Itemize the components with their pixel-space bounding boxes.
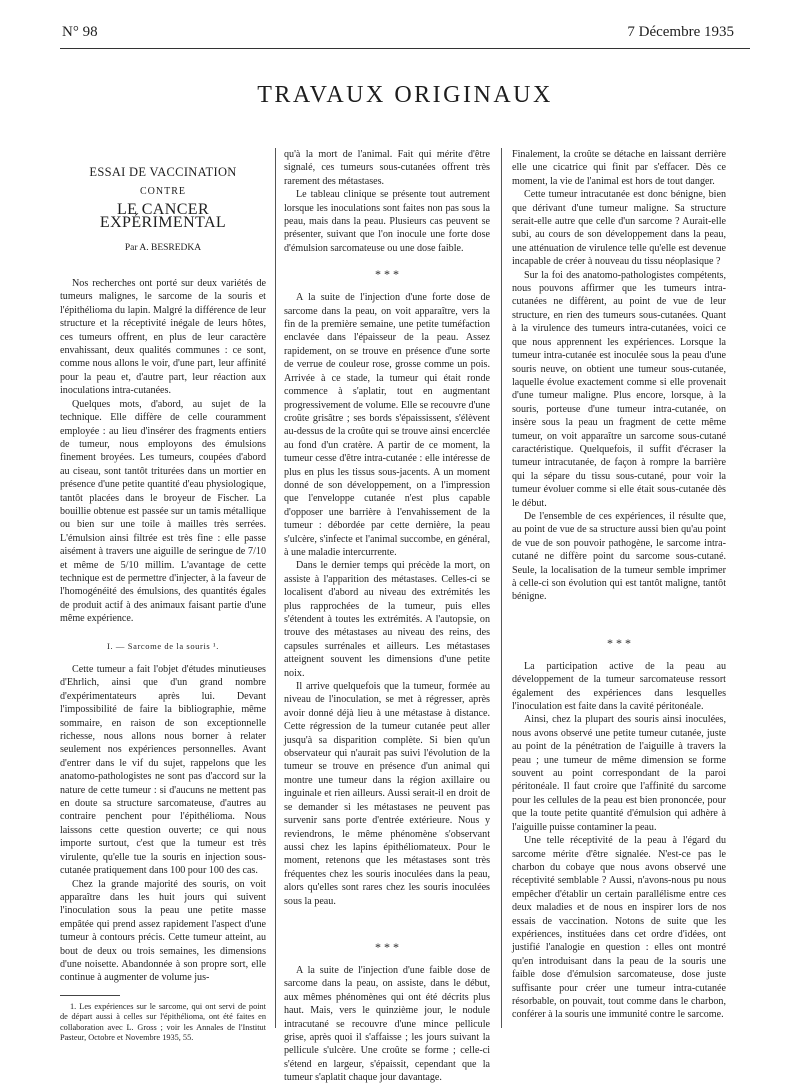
paragraph: La participation active de la peau au développement de la tumeur sarcomateuse ressort également des expériences dans lesquelles l'inoculation est faite dans la cavité péritonéale. xyxy=(512,660,726,713)
column-1 xyxy=(60,148,266,1044)
paragraph: Finalement, la croûte se détache en laissant derrière elle une cicatrice qui finit par s'effacer. Dès ce moment, la vie de l'animal est hors de tout danger. xyxy=(512,149,726,187)
paragraph: De l'ensemble de ces expériences, il résulte que, au point de vue de sa structure aussi bien qu'au point de vue de son pouvoir pathogène, le sarcome intra-cutané ne diffère point du sarcome sous-cutané. Seule, la localisation de la tumeur semble imprimer à celle-ci son évolution qui est tantôt maligne, tantôt bénigne. xyxy=(512,510,726,603)
footnote-rule xyxy=(60,995,120,996)
issue-number: N° 98 xyxy=(62,24,98,40)
paragraph: Nos recherches ont porté sur deux variétés de tumeurs malignes, le sarcome de la souris et l'épithélioma du lapin. Malgré la différence de leur structure et la réceptivité inégale de leurs hôtes, ces tumeurs offrent, en plus de leur caractère envahissant, deux qualités communes : ce sont, comme nous allons le voir, d'une part, leur affinité pour la peau et, d'autre part, leur réaction aux inoculations intra-cutanées. xyxy=(60,278,266,397)
paragraph: Le tableau clinique se présente tout autrement lorsque les inoculations sont faites non pas sous la peau, mais dans la peau. Plusieurs cas peuvent se présenter, suivant que l'on inocule une forte dose d'émulsion sarcomateuse ou une dose faible. xyxy=(284,189,490,254)
paragraph: qu'à la mort de l'animal. Fait qui mérite d'être signalé, ces tumeurs sous-cutanées offrent très rarement des métastases. xyxy=(284,149,490,187)
paragraph: Cette tumeur intracutanée est donc bénigne, bien que dérivant d'une tumeur maligne. Sa structure serait-elle autre que celle d'un sarcome ? Aurait-elle subi, au cours de son développement dans la peau, une atténuation de virulence telle qu'elle est devenue incapable de créer à nouveau du tissu néoplasique ? xyxy=(512,189,726,268)
paragraph: Quelques mots, d'abord, au sujet de la technique. Elle diffère de celle couramment employée : au lieu d'insérer des fragments entiers de tumeur, nous employons des émulsions finement broyées. Les tumeurs, coupées d'abord au ciseau, sont tantôt triturées dans un mortier en présence d'une petite quantité d'eau physiologique, tantôt placées dans le broyeur de Fischer. La bouillie obtenue est passée sur un tamis métallique ou bien sur une toile à mailles très serrées. L'émulsion ainsi filtrée est très fine : elle passe aisément à travers une aiguille de seringue de 7/10 et même de 5/10 millim. L'avantage de cette technique est de permettre d'injecter, à la faveur de l'homogénéité des émulsions, des quantités égales de produit actif à des animaux faisant partie d'une même expérience. xyxy=(60,398,266,625)
paragraph: Ainsi, chez la plupart des souris ainsi inoculées, nous avons observé une petite tumeur cutanée, juste au point de la pénétration de l'aiguille à travers la peau ; une tumeur de même dimension se forme souvent au point correspondant de la paroi péritonéale. Il faut croire que l'affinité du sarcome pour les cellules de la peau est bien prononcée, pour que la toute petite quantité d'émulsion qui adhère à l'aiguille puisse contaminer la peau. xyxy=(512,714,726,833)
article-title-contre: CONTRE xyxy=(140,186,186,198)
section-heading: I. — Sarcome de la souris ¹. xyxy=(107,640,219,651)
issue-date: 7 Décembre 1935 xyxy=(627,24,734,40)
paragraph: Sur la foi des anatomo-pathologistes compétents, nous pouvons affirmer que les tumeurs intra-cutanées ne diffèrent, au point de vue de leur structure, en rien des tumeurs sous-cutanées. Quant à la virulence des tumeurs intra-cutanées, voici ce que nous apprennent les expériences. Lorsque la tumeur intra-cutanée est inoculée sous la peau d'une souris neuve, on obtient une tumeur sous-cutanée, laquelle évolue exactement comme si elle provenait d'une tumeur maligne. Plus encore, lorsque, à la souris, porteuse d'une tumeur intra-cutanée, on insère sous la peau un fragment de cette même tumeur, on voit apparaître un sarcome sous-cutané caractéristique. Quelquefois, il suffit d'écraser la tumeur intracutanée, de façon à rompre la barrière qui la sépare du tissu sous-cutané, pour voir la tumeur évoluer comme si elle était sous-cutanée dès le début. xyxy=(512,269,726,509)
article-author: Par A. BESREDKA xyxy=(124,242,202,253)
column-divider xyxy=(275,148,276,1028)
paragraph: Une telle réceptivité de la peau à l'égard du sarcome mérite d'être signalée. N'est-ce pas le charbon du cobaye que nous avons observé une réceptivité semblable ? Aussi, n'avons-nous pu nous empêcher d'établir un certain parallélisme entre ces deux maladies et de nous en inspirer lors de nos essais de vaccination. Notons de suite que les expériences, instituées dans cet ordre d'idées, ont justifié l'analogie en question : elles ont montré qu'en introduisant dans la peau de la souris une faible dose d'émulsion sarcomateuse, dose juste suffisante pour créer une tumeur intra-cutanée résorbable, on pouvait, tout comme dans le charbon, conférer à la souris une immunité contre le sarcome. xyxy=(512,835,726,1021)
column-2 xyxy=(284,148,490,1085)
paragraph: Cette tumeur a fait l'objet d'études minutieuses d'Ehrlich, ainsi que d'un grand nombre d'expérimentateurs après lui. Devant l'impossibilité de faire la bibliographie, même sommaire, en raison de son exceptionnelle richesse, nous allons nous borner à relater seulement nos expériences personnelles. Avant d'entrer dans le vif du sujet, rappelons que les anatomo-pathologistes ne sont pas d'accord sur la nature de cette tumeur : si d'aucuns ne mettent pas en doute sa structure sarcomateuse, d'autres au contraire penchent pour l'épithélioma. Nous laissons cette question ouverte; ce qui nous importe surtout, c'est que la tumeur est très virulente, qu'elle tue la souris en injection sous-cutanée pratiquement dans 100 pour 100 des cas. xyxy=(60,664,266,877)
article-main-title: LE CANCER EXPÉRIMENTAL xyxy=(99,200,227,232)
article-title: ESSAI DE VACCINATION xyxy=(89,165,237,179)
paragraph: Il arrive quelquefois que la tumeur, formée au niveau de l'inoculation, se met à régresser, après avoir donné déjà lieu à une métastase à distance. Cette régression de la tumeur cutanée peut aller jusqu'à sa disparition complète. Si bien qu'un observateur qui n'aurait pas suivi l'évolution de la tumeur se trouve en présence d'un animal qui montre une tumeur dans la région axillaire ou inguinale et rien ailleurs. Aussi serait-il en droit de se demander si les métastases ne peuvent pas survenir sans porte d'entrée extérieure. Nous y reviendrons, le même phénomène s'observant aussi chez les lapins épithéliomateux. Pour le moment, retenons que les métastases sont très fréquentes chez les souris inoculées dans la peau, alors qu'elles sont rares chez les souris inoculées sous la peau. xyxy=(284,681,490,907)
paragraph: Dans le dernier temps qui précède la mort, on assiste à l'apparition des métastases. Celles-ci se localisent d'abord au niveau des extrémités les plus rapprochées de la tumeur, puis elles s'étendent à toutes les extrémités. A l'autopsie, on trouve des métastases au niveau des reins, des capsules surrénales et ailleurs. Les métastases atteignent souvent les dimensions d'une petite noix. xyxy=(284,560,490,679)
paragraph: Chez la grande majorité des souris, on voit apparaître dans les huit jours qui suivent l'inoculation sous la peau une petite masse empâtée qui prend assez rapidement l'aspect d'une tumeur à contours précis. Cette tumeur atteint, au bout de deux ou trois semaines, les dimensions d'une noisette. Abandonnée à son propre sort, elle continue à augmenter de volume jus- xyxy=(60,878,266,984)
header-rule xyxy=(60,48,750,49)
section-stars: * * * xyxy=(375,939,399,954)
column-divider xyxy=(501,148,502,1028)
column-3 xyxy=(512,148,726,1022)
footnote: 1. Les expériences sur le sarcome, qui ont servi de point de départ aussi à celles sur l'épithélioma, ont été faites en collaboration avec L. Gross ; voir les Annales de l'Institut Pasteur, Octobre et Novembre 1935, 55. xyxy=(60,1001,266,1043)
section-stars: * * * xyxy=(607,635,631,650)
section-title: TRAVAUX ORIGINAUX xyxy=(257,82,553,108)
paragraph: A la suite de l'injection d'une forte dose de sarcome dans la peau, on voit apparaître, vers la fin de la première semaine, une petite tuméfaction enclavée dans l'épaisseur de la peau. Assez rapidement, on se trouve en présence d'une sorte de verrue de couleur rose, grosse comme un pois. Arrivée à ce stade, la tumeur qui était ronde commence à s'aplatir, tout en augmentant progressivement de volume. Elle se recouvre d'une croûte grisâtre ; ses bords s'épaississent, s'élèvent au-dessus de la croûte qui se trouve ainsi encerclée au fond d'un cratère. A partir de ce moment, la tumeur cesse d'être intra-cutanée : elle intéresse de plus en plus les tissus sous-jacents. A un moment donné de son développement, on a l'impression que l'enveloppe cutanée n'est plus capable d'opposer une barrière à l'envahissement de la tumeur : débordée par cette dernière, la peau s'ulcère, s'infecte et l'animal succombe, en général, à une maladie intercurrente. xyxy=(284,292,490,558)
paragraph: A la suite de l'injection d'une faible dose de sarcome dans la peau, on assiste, dans le début, aux mêmes phénomènes qui ont été décrits plus haut. Mais, vers le quinzième jour, le nodule intracutané se recouvre d'une mince pellicule grise, après quoi il s'affaisse ; les jours suivant la pellicule s'ulcère. Une croûte se forme ; celle-ci s'étend en largeur, s'épaissit, cependant que la tumeur s'aplatit chaque jour davantage. xyxy=(284,964,490,1084)
section-stars: * * * xyxy=(375,267,399,282)
